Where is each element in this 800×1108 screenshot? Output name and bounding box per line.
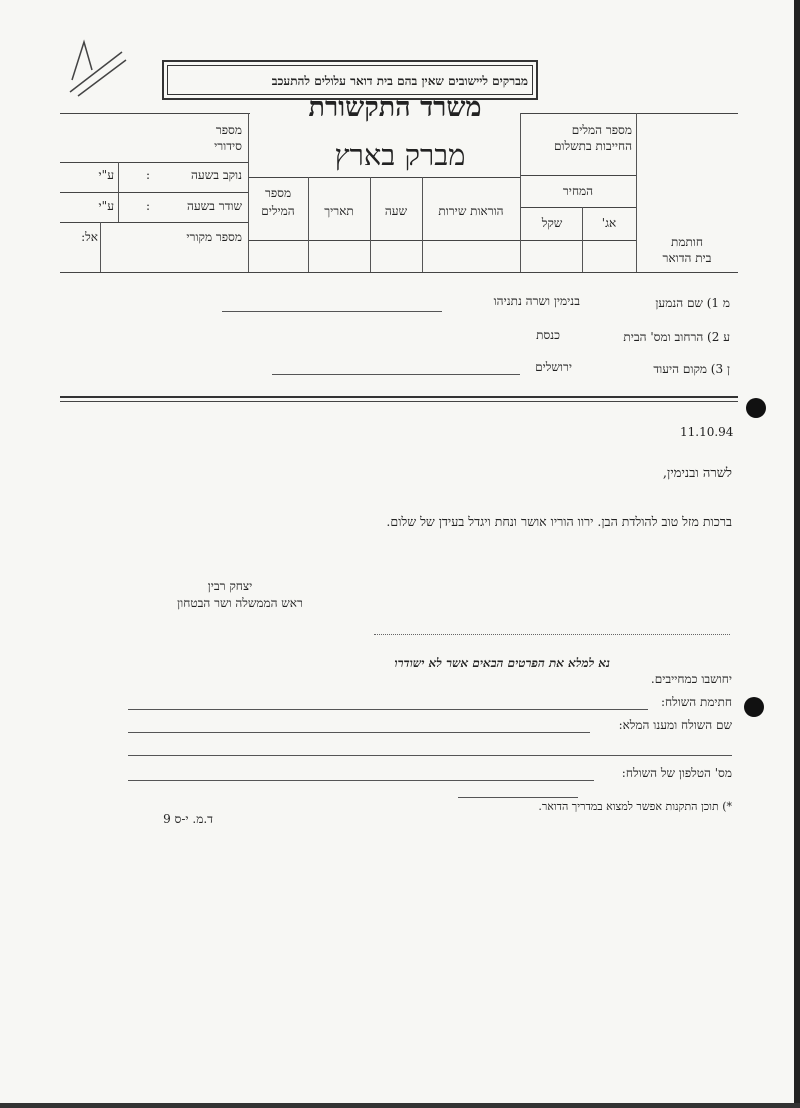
shekel-header: שקל: [541, 216, 563, 230]
agorot-header: אג': [601, 216, 617, 230]
sender-name-address-line-2[interactable]: [128, 755, 732, 756]
postoffice-stamp-label: חותמת בית הדואר: [662, 235, 712, 265]
do-not-fill-note: נא למלא את הפרטים הבאים אשר לא ישודרו: [394, 656, 610, 670]
message-date: 11.10.94: [680, 425, 734, 439]
scan-edge-bottom: [0, 1103, 800, 1108]
sender-signature-line[interactable]: [128, 709, 648, 710]
double-rule-bottom: [60, 401, 738, 402]
billable-words-label: מספר המלים החייבות בתשלום: [553, 123, 632, 153]
received-by-label: ע"י: [98, 199, 114, 213]
destination-line: [272, 374, 520, 375]
notice-text: מברקים ליישובים שאין בהם בית דואר עלולים להתעכב: [271, 74, 528, 88]
recipient-name-value: בנימין ושרה נתניהו: [493, 294, 580, 308]
sent-time-colon: :: [146, 168, 151, 182]
double-rule-top: [60, 396, 738, 398]
binder-hole-bottom: [744, 697, 764, 717]
message-body: ברכות מזל טוב להולדת הבן. ירוו הוריו אושר ונחת ויגדל בעידן של שלום.: [386, 514, 732, 529]
words-count-header: מספר המילים: [261, 186, 295, 218]
sender-phone-label: מס' הטלפון של השולח:: [621, 766, 732, 780]
sender-name-address-label: שם השולח ומענו המלא:: [618, 718, 732, 732]
sender-phone-line[interactable]: [128, 780, 594, 781]
message-greeting: לשרה ובנימין,: [662, 466, 732, 481]
recipient-name-label: מ 1) שם הנמען: [655, 296, 730, 310]
signer-title: ראש הממשלה ושר הבטחון: [177, 596, 303, 610]
date-header: תאריך: [324, 204, 354, 218]
received-time-label: שודר בשעה: [186, 199, 242, 213]
recipient-name-line: [222, 311, 442, 312]
sender-signature-label: חתימת השולח:: [660, 695, 732, 709]
received-time-colon: :: [146, 199, 151, 213]
signer-name: יצחק רבין: [207, 579, 253, 593]
counted-note: יחושבו כמחייבים.: [650, 672, 732, 686]
form-title: מברק בארץ: [334, 138, 466, 172]
serial-number-label: מספר סידורי: [214, 123, 242, 153]
scan-edge-right: [794, 0, 800, 1108]
ministry-title: משרד התקשורת: [308, 92, 482, 123]
original-number-label: מספר מקורי: [186, 230, 242, 244]
regulation-note: *) תוכן התקנות אפשר למצוא במדריך הדואר.: [538, 800, 732, 813]
price-header: המחיר: [562, 184, 594, 198]
message-end-line: [374, 634, 730, 635]
handwritten-mark: [62, 30, 132, 100]
binder-hole-top: [746, 398, 766, 418]
to-label: אל:: [81, 230, 98, 244]
service-instructions-header: הוראות שירות: [438, 204, 504, 218]
destination-label: ן 3) מקום היעוד: [653, 362, 730, 376]
form-code: ד.מ. י-ס 9: [163, 812, 213, 826]
sender-name-address-line[interactable]: [128, 732, 590, 733]
street-value: כנסת: [536, 328, 560, 342]
sent-time-label: נוקב בשעה: [191, 168, 242, 182]
hour-header: שעה: [384, 204, 408, 218]
sent-by-label: ע"י: [98, 168, 114, 182]
regulation-note-line: [458, 797, 578, 798]
table-top-line: [60, 113, 250, 114]
table-bottom-line: [60, 272, 738, 273]
street-label: ע 2) הרחוב ומס' הבית: [623, 330, 730, 344]
destination-value: ירושלים: [535, 360, 572, 374]
